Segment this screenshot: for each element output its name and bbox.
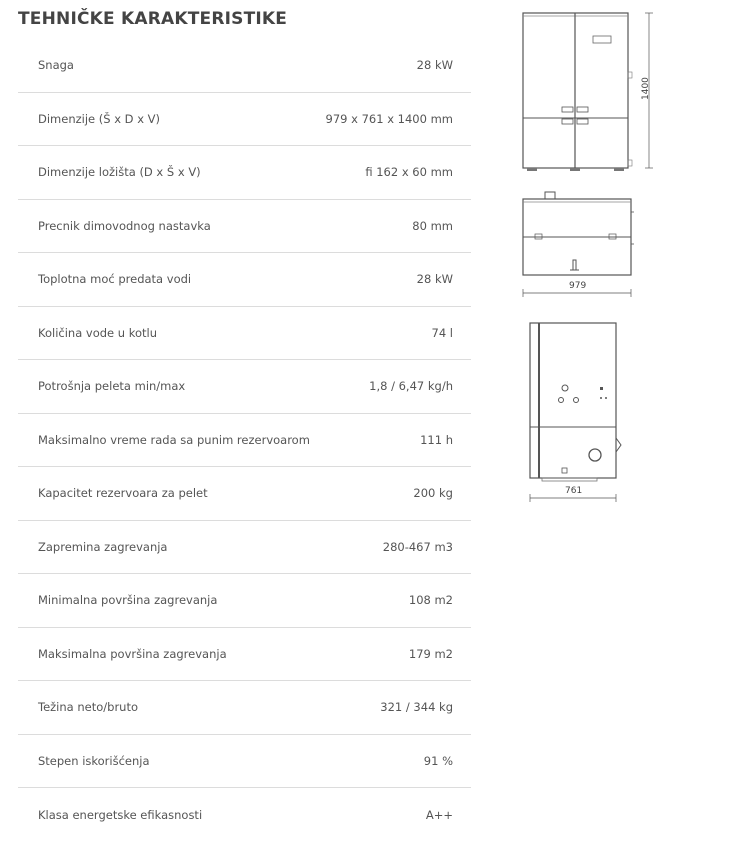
- spec-label: Maksimalno vreme rada sa punim rezervoarom: [38, 432, 310, 447]
- spec-row: [18, 574, 471, 628]
- page-title: TEHNIČKE KARAKTERISTIKE: [18, 9, 288, 29]
- spec-row: [18, 146, 471, 200]
- spec-row: [18, 39, 471, 93]
- height-dimension-label: 1400: [641, 77, 651, 100]
- spec-label: Snaga: [38, 58, 74, 73]
- spec-label: Dimenzije ložišta (D x Š x V): [38, 165, 201, 180]
- front-view-drawing: [518, 10, 668, 180]
- spec-row: [18, 253, 471, 307]
- width-dimension-label: 979: [569, 281, 587, 291]
- spec-row: [18, 360, 471, 414]
- spec-value: 74 l: [431, 325, 453, 340]
- spec-value: 108 m2: [408, 593, 453, 608]
- spec-label: Potrošnja peleta min/max: [38, 379, 186, 394]
- spec-row: [18, 735, 471, 789]
- spec-label: Stepen iskorišćenja: [38, 753, 150, 768]
- spec-value: 200 kg: [413, 486, 453, 501]
- spec-label: Zapremina zagrevanja: [38, 539, 168, 554]
- spec-row: [18, 307, 471, 361]
- top-view-drawing: [518, 190, 638, 305]
- spec-value: 1,8 / 6,47 kg/h: [369, 379, 453, 394]
- spec-label: Maksimalna površina zagrevanja: [38, 646, 227, 661]
- spec-value: fi 162 x 60 mm: [365, 165, 453, 180]
- spec-label: Minimalna površina zagrevanja: [38, 593, 218, 608]
- side-view-drawing: [522, 320, 632, 505]
- spec-value: 80 mm: [412, 218, 453, 233]
- spec-label: Klasa energetske efikasnosti: [38, 807, 203, 822]
- depth-dimension-label: 761: [565, 486, 583, 496]
- spec-value: 280-467 m3: [382, 539, 453, 554]
- spec-value: 28 kW: [416, 272, 453, 287]
- spec-row: [18, 414, 471, 468]
- spec-row: [18, 521, 471, 575]
- spec-value: A++: [425, 807, 453, 822]
- spec-row: [18, 681, 471, 735]
- spec-row: [18, 93, 471, 147]
- spec-row: [18, 788, 471, 842]
- spec-label: Težina neto/bruto: [38, 700, 139, 715]
- spec-value: 321 / 344 kg: [380, 700, 453, 715]
- spec-value: 28 kW: [416, 58, 453, 73]
- spec-label: Toplotna moć predata vodi: [38, 272, 192, 287]
- spec-row: [18, 200, 471, 254]
- spec-label: Dimenzije (Š x D x V): [38, 111, 161, 126]
- spec-label: Precnik dimovodnog nastavka: [38, 218, 211, 233]
- spec-value: 979 x 761 x 1400 mm: [325, 111, 453, 126]
- spec-value: 111 h: [420, 432, 453, 447]
- spec-table: [18, 39, 471, 842]
- spec-row: [18, 467, 471, 521]
- spec-value: 179 m2: [408, 646, 453, 661]
- spec-label: Količina vode u kotlu: [38, 325, 157, 340]
- spec-label: Kapacitet rezervoara za pelet: [38, 486, 208, 501]
- spec-row: [18, 628, 471, 682]
- spec-value: 91 %: [423, 753, 453, 768]
